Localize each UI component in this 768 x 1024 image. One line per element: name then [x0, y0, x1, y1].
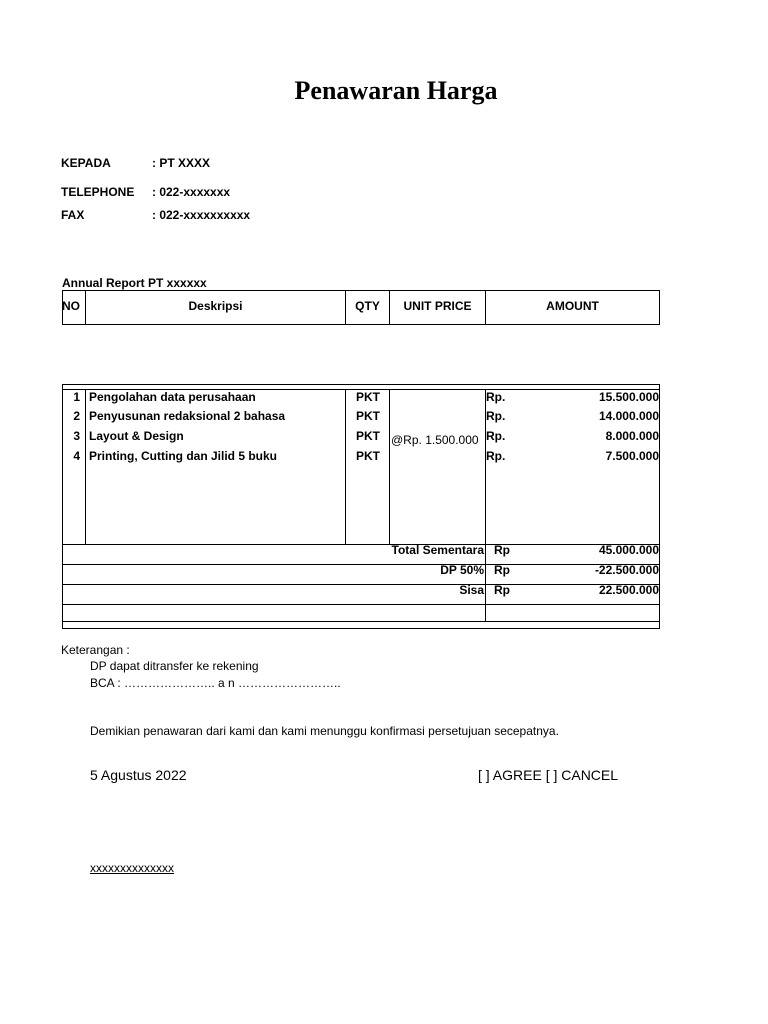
row-2-no: 2 [73, 409, 80, 423]
row-2-currency: Rp. [486, 409, 506, 423]
row-3-no: 3 [73, 429, 80, 443]
sisa-label: Sisa [459, 583, 484, 597]
agree-cancel-options: [ ] AGREE [ ] CANCEL [478, 767, 619, 783]
row-3-currency: Rp. [486, 429, 506, 443]
header-no: NO [62, 299, 80, 313]
row-1-qty: PKT [356, 390, 380, 404]
kepada-value: : PT XXXX [152, 156, 211, 170]
total-sementara-currency: Rp [494, 543, 510, 557]
row-4-desc: Printing, Cutting dan Jilid 5 buku [89, 449, 277, 463]
row-4-qty: PKT [356, 449, 380, 463]
fax-label: FAX [61, 208, 85, 222]
row-2-amount: 14.000.000 [598, 409, 659, 423]
row-1-no: 1 [73, 390, 80, 404]
row-4-no: 4 [73, 449, 80, 463]
unit-price-note: @Rp. 1.500.000 [391, 433, 479, 447]
row-2-desc: Penyusunan redaksional 2 bahasa [89, 409, 286, 423]
notes-label: Keterangan : [61, 643, 130, 657]
notes-line-1: DP dapat ditransfer ke rekening [90, 659, 259, 673]
header-qty: QTY [355, 299, 380, 313]
row-3-amount: 8.000.000 [605, 429, 659, 443]
telephone-value: : 022-xxxxxxx [152, 185, 231, 199]
row-1-amount: 15.500.000 [598, 390, 659, 404]
page-title: Penawaran Harga [294, 76, 498, 105]
total-sementara-label: Total Sementara [391, 543, 484, 557]
dp-currency: Rp [494, 563, 510, 577]
notes-line-2: BCA : ………………….. a n …………………….. [90, 676, 341, 690]
fax-value: : 022-xxxxxxxxxx [152, 208, 251, 222]
header-deskripsi: Deskripsi [188, 299, 243, 313]
header-amount: AMOUNT [546, 299, 599, 313]
signature-name: xxxxxxxxxxxxxx [90, 861, 174, 875]
row-4-currency: Rp. [486, 449, 506, 463]
dp-amount: -22.500.000 [594, 563, 659, 577]
kepada-label: KEPADA [61, 156, 111, 170]
subject-line: Annual Report PT xxxxxx [62, 276, 207, 290]
total-sementara-amount: 45.000.000 [598, 543, 659, 557]
row-1-currency: Rp. [486, 390, 506, 404]
row-4-amount: 7.500.000 [605, 449, 659, 463]
closing-text: Demikian penawaran dari kami dan kami menunggu konfirmasi persetujuan secepatnya. [90, 724, 559, 738]
dp-label: DP 50% [440, 563, 484, 577]
row-1-desc: Pengolahan data perusahaan [89, 390, 256, 404]
row-3-desc: Layout & Design [89, 429, 184, 443]
row-3-qty: PKT [356, 429, 380, 443]
row-2-qty: PKT [356, 409, 380, 423]
telephone-label: TELEPHONE [61, 185, 135, 199]
document-date: 5 Agustus 2022 [90, 767, 187, 783]
sisa-amount: 22.500.000 [598, 583, 659, 597]
sisa-currency: Rp [494, 583, 510, 597]
header-unit-price: UNIT PRICE [403, 299, 472, 313]
